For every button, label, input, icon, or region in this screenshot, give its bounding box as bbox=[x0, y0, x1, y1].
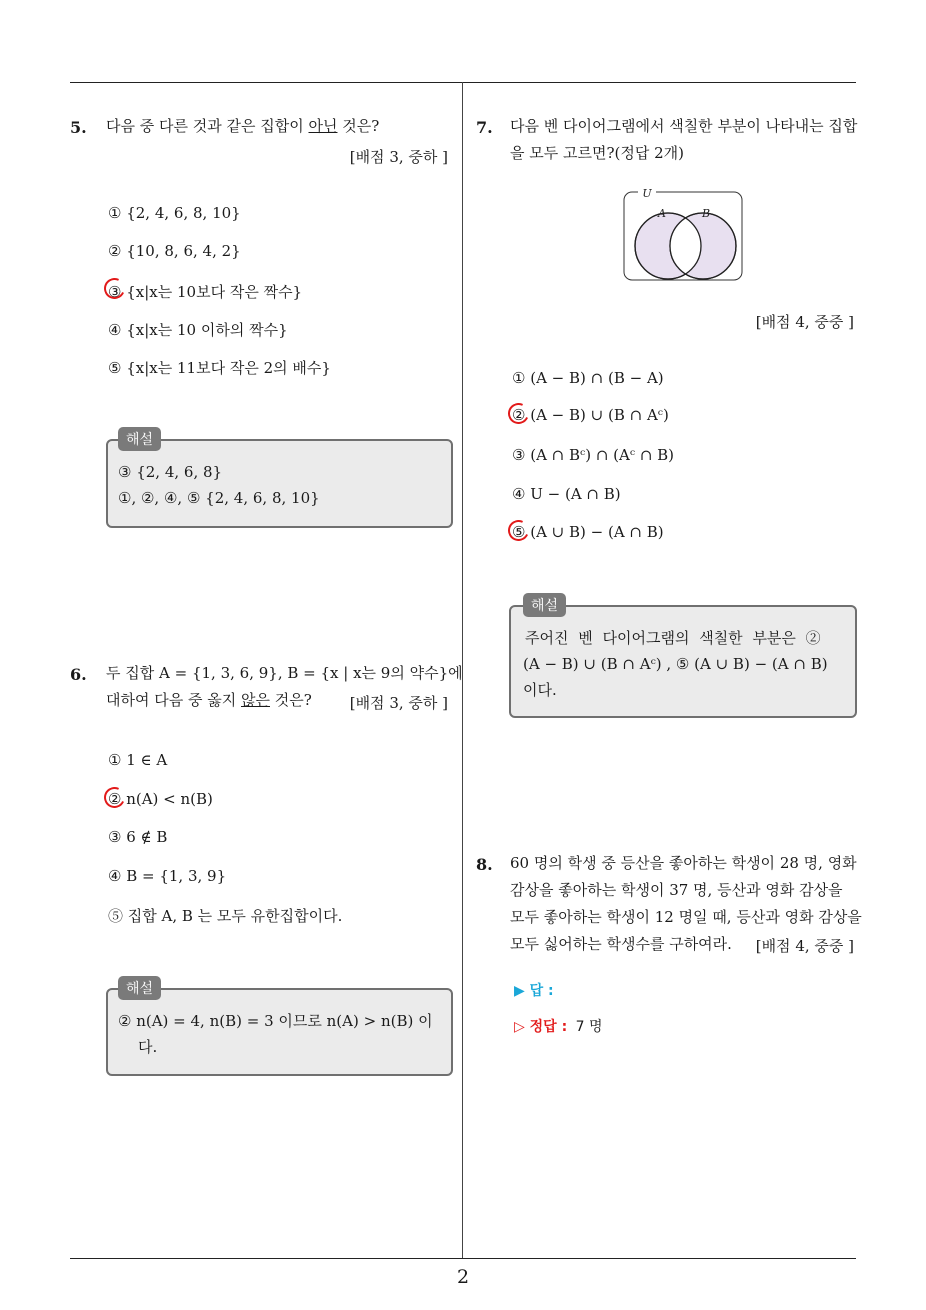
q8-line-4: 모두 싫어하는 학생수를 구하여라. bbox=[510, 935, 732, 953]
q5-choice-2[interactable]: ② {10, 8, 6, 4, 2} bbox=[108, 242, 241, 260]
q7-choice-3[interactable]: ③ (A ∩ Bᶜ) ∩ (Aᶜ ∩ B) bbox=[512, 446, 675, 464]
q5-choice-3[interactable]: ③ {x|x는 10보다 작은 짝수} bbox=[108, 283, 303, 301]
venn-diagram bbox=[620, 184, 746, 284]
q7-choice-4[interactable]: ④ U − (A ∩ B) bbox=[512, 485, 621, 503]
q5-choice-5[interactable]: ⑤ {x|x는 11보다 작은 2의 배수} bbox=[108, 359, 331, 377]
q8-correct-value: 7 명 bbox=[575, 1019, 603, 1035]
q6-explanation-line-1: ② n(A) = 4, n(B) = 3 이므로 n(A) > n(B) 이 bbox=[118, 1012, 433, 1030]
bottom-rule bbox=[70, 1258, 856, 1259]
q6-explanation-line-2: 다. bbox=[138, 1038, 158, 1056]
q5-choice-1[interactable]: ① {2, 4, 6, 8, 10} bbox=[108, 204, 241, 222]
q6-choice-3[interactable]: ③ 6 ∉ B bbox=[108, 828, 168, 846]
q7-explanation-line-1: 주어진 벤 다이어그램의 색칠한 부분은 ② bbox=[525, 629, 821, 647]
q7-choice-2[interactable]: ② (A − B) ∪ (B ∩ Aᶜ) bbox=[512, 406, 669, 424]
q6-choice-4[interactable]: ④ B = {1, 3, 9} bbox=[108, 867, 227, 885]
q7-explanation-box bbox=[509, 605, 857, 718]
q8-meta: [배점 4, 중중 ] bbox=[755, 937, 854, 955]
q5-question: 다음 중 다른 것과 같은 집합이 아닌 것은? bbox=[106, 117, 380, 135]
q7-number: 7. bbox=[476, 118, 493, 137]
q5-underlined: 아닌 bbox=[308, 117, 338, 135]
q5-explanation-tag: 해설 bbox=[118, 427, 161, 451]
q6-choice-1[interactable]: ① 1 ∈ A bbox=[108, 751, 168, 769]
q8-number: 8. bbox=[476, 855, 493, 874]
q5-number: 5. bbox=[70, 118, 87, 137]
top-rule bbox=[70, 82, 856, 83]
q7-explanation-tag: 해설 bbox=[523, 593, 566, 617]
q5-choice-4[interactable]: ④ {x|x는 10 이하의 짝수} bbox=[108, 321, 288, 339]
q6-choice-2[interactable]: ② n(A) < n(B) bbox=[108, 790, 213, 808]
q5-explanation-line-1: ③ {2, 4, 6, 8} bbox=[118, 463, 223, 481]
q8-line-1: 60 명의 학생 중 등산을 좋아하는 학생이 28 명, 영화 bbox=[510, 854, 857, 872]
q7-choice-5[interactable]: ⑤ (A ∪ B) − (A ∩ B) bbox=[512, 523, 664, 541]
q5-meta: [배점 3, 중하 ] bbox=[349, 148, 448, 166]
q8-line-2: 감상을 좋아하는 학생이 37 명, 등산과 영화 감상을 bbox=[510, 881, 843, 899]
q7-explanation-line-2: (A − B) ∪ (B ∩ Aᶜ) , ⑤ (A ∪ B) − (A ∩ B) bbox=[523, 655, 828, 673]
q8-answer-label: ▶ 답 : bbox=[514, 983, 554, 999]
q5-explanation-box bbox=[106, 439, 453, 528]
q5-explanation-line-2: ①, ②, ④, ⑤ {2, 4, 6, 8, 10} bbox=[118, 489, 320, 507]
q6-question-line-1: 두 집합 A = {1, 3, 6, 9}, B = {x | x는 9의 약수}에 bbox=[106, 664, 463, 682]
q7-question-line-1: 다음 벤 다이어그램에서 색칠한 부분이 나타내는 집합 bbox=[510, 117, 858, 135]
page-number: 2 bbox=[456, 1266, 470, 1288]
q6-number: 6. bbox=[70, 665, 87, 684]
q6-explanation-box bbox=[106, 988, 453, 1076]
q8-correct-answer bbox=[514, 1016, 603, 1036]
q7-meta: [배점 4, 중중 ] bbox=[755, 313, 854, 331]
venn-universe-label: U bbox=[642, 187, 652, 200]
q6-choice-5[interactable]: ⑤ 집합 A, B 는 모두 유한집합이다. bbox=[108, 907, 343, 925]
q6-explanation-tag: 해설 bbox=[118, 976, 161, 1000]
venn-b-label: B bbox=[701, 207, 711, 220]
q8-correct-label: ▷ 정답 : bbox=[514, 1019, 568, 1035]
q7-explanation-line-3: 이다. bbox=[523, 681, 557, 699]
q6-meta: [배점 3, 중하 ] bbox=[349, 694, 448, 712]
q8-line-3: 모두 좋아하는 학생이 12 명일 때, 등산과 영화 감상을 bbox=[510, 908, 862, 926]
venn-a-label: A bbox=[658, 207, 666, 220]
q7-choice-1[interactable]: ① (A − B) ∩ (B − A) bbox=[512, 369, 664, 387]
q7-question-line-2: 을 모두 고르면?(정답 2개) bbox=[510, 144, 685, 162]
q6-question-line-2: 대하여 다음 중 옳지 않은 것은? bbox=[106, 691, 312, 709]
